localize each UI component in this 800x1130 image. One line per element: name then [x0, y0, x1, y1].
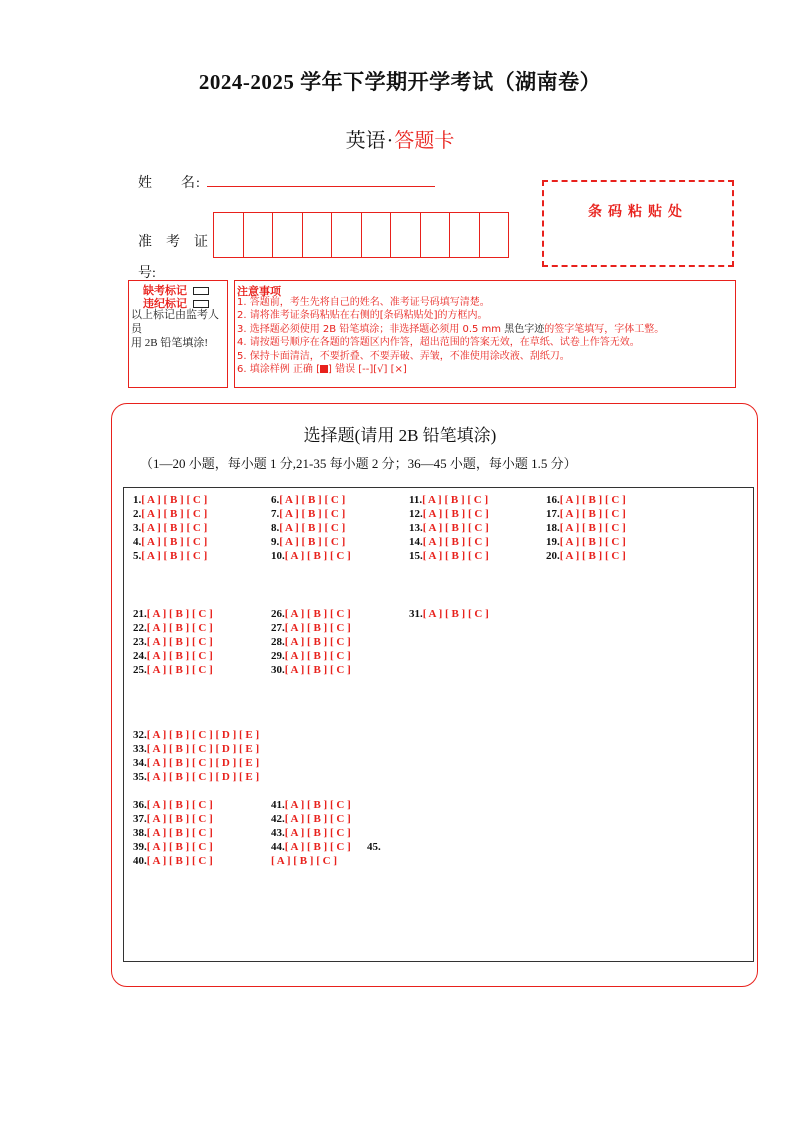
question-number: 8. [271, 522, 280, 534]
question-number: 20. [546, 550, 560, 562]
answer-options[interactable]: [ A ] [ B ] [ C ] [559, 536, 626, 548]
question-number: 23. [133, 636, 147, 648]
exam-id-label-a: 准 [138, 235, 152, 250]
question-row[interactable] [271, 521, 345, 535]
question-row[interactable] [133, 840, 213, 854]
answer-options[interactable]: [ A ] [ B ] [ C ] [146, 813, 213, 825]
question-number: 18. [546, 522, 560, 534]
question-row[interactable] [133, 770, 259, 784]
answer-options[interactable]: [ A ] [ B ] [ C ] [559, 508, 626, 520]
question-number: 21. [133, 608, 147, 620]
answer-options-45[interactable] [271, 854, 337, 868]
question-row[interactable] [409, 521, 489, 535]
notice-item-6b: ] 错误 [--][√] [×] [327, 364, 407, 376]
question-row[interactable] [133, 493, 207, 507]
answer-options[interactable]: [ A ] [ B ] [ C ] [141, 508, 208, 520]
answer-options[interactable]: [ A ] [ B ] [ C ] [422, 522, 489, 534]
question-number: 44. [271, 841, 285, 853]
name-label-b: 名: [181, 176, 201, 191]
question-row[interactable] [133, 756, 259, 770]
answer-options[interactable]: [ A ] [ B ] [ C ] [284, 664, 351, 676]
question-row[interactable] [546, 535, 626, 549]
question-number: 19. [546, 536, 560, 548]
exam-id-digit-box[interactable] [420, 212, 451, 258]
question-row[interactable] [133, 798, 213, 812]
section-note: （1—20 小题，每小题 1 分,21-35 每小题 2 分；36—45 小题，每小题 1.5 分） [140, 456, 577, 471]
question-row[interactable] [133, 549, 207, 563]
question-number: 2. [133, 508, 142, 520]
exam-id-digit-box[interactable] [302, 212, 333, 258]
question-row[interactable] [271, 840, 351, 854]
answer-options[interactable]: [ A ] [ B ] [ C ] [146, 608, 213, 620]
answer-options[interactable]: [ A ] [ B ] [ C ] [146, 827, 213, 839]
notice-box [234, 280, 736, 388]
question-row[interactable] [133, 535, 207, 549]
answer-options[interactable]: [ A ] [ B ] [ C ] [422, 550, 489, 562]
question-number: 32. [133, 729, 147, 741]
question-number: 36. [133, 799, 147, 811]
answer-options[interactable]: [ A ] [ B ] [ C ] [146, 650, 213, 662]
name-label-a: 姓 [138, 176, 153, 191]
exam-id-label-b: 考 [166, 235, 180, 250]
filled-sample-icon [320, 365, 328, 373]
answer-options[interactable]: [ A ] [ B ] [ C ] [ D ] [ E ] [146, 729, 260, 741]
question-number: 3. [133, 522, 142, 534]
answer-options[interactable]: [ A ] [ B ] [ C ] [146, 664, 213, 676]
notice-item: 5. 保持卡面清洁，不要折叠、不要弄破、弄皱，不准使用涂改液、刮纸刀。 [237, 350, 570, 362]
question-number: 30. [271, 664, 285, 676]
answer-options[interactable]: [ A ] [ B ] [ C ] [279, 522, 346, 534]
exam-id-digit-box[interactable] [361, 212, 392, 258]
answer-options[interactable]: [ A ] [ B ] [ C ] [146, 841, 213, 853]
answer-options[interactable]: [ A ] [ B ] [ C ] [284, 813, 351, 825]
exam-id-digit-box[interactable] [331, 212, 362, 258]
question-number: 28. [271, 636, 285, 648]
question-row[interactable] [133, 635, 213, 649]
notice-item: 1. 答题前，考生先将自己的姓名、准考证号码填写清楚。 [237, 297, 490, 308]
exam-id-digit-box[interactable] [243, 212, 274, 258]
question-row[interactable] [271, 663, 351, 677]
answer-options[interactable]: [ A ] [ B ] [ C ] [146, 799, 213, 811]
question-row[interactable] [271, 798, 351, 812]
answer-options[interactable]: [ A ] [ B ] [ C ] [284, 841, 351, 853]
page-title: 2024-2025 学年下学期开学考试（湖南卷） [198, 70, 602, 94]
question-row[interactable] [409, 607, 489, 621]
answer-options[interactable]: [ A ] [ B ] [ C ] [559, 550, 626, 562]
absent-mark-checkbox[interactable] [193, 287, 209, 295]
question-row[interactable] [133, 826, 213, 840]
question-row[interactable] [133, 854, 213, 868]
question-number: 40. [133, 855, 147, 867]
question-row[interactable] [271, 549, 351, 563]
question-row[interactable] [271, 812, 351, 826]
question-row[interactable] [409, 535, 489, 549]
question-row[interactable] [271, 826, 351, 840]
question-number: 26. [271, 608, 285, 620]
answer-options[interactable]: [ A ] [ B ] [ C ] [284, 550, 351, 562]
answer-options[interactable]: [ A ] [ B ] [ C ] [279, 508, 346, 520]
answer-options[interactable]: [ A ] [ B ] [ C ] [141, 494, 208, 506]
name-label [138, 172, 201, 192]
answer-options[interactable]: [ A ] [ B ] [ C ] [146, 855, 213, 867]
answer-options[interactable]: [ A ] [ B ] [ C ] [422, 536, 489, 548]
question-number: 27. [271, 622, 285, 634]
barcode-text: 条码粘贴处 [588, 204, 688, 220]
notice-item [237, 363, 664, 376]
question-number-45: 45. [367, 841, 381, 853]
answer-options[interactable]: [ A ] [ B ] [ C ] [279, 536, 346, 548]
question-number: 24. [133, 650, 147, 662]
question-number: 13. [409, 522, 423, 534]
notice-item: 2. 请将准考证条码粘贴在右侧的[条码粘贴处]的方框内。 [237, 310, 488, 322]
question-number: 34. [133, 757, 147, 769]
answer-options[interactable]: [ A ] [ B ] [ C ] [141, 536, 208, 548]
question-number: 42. [271, 813, 285, 825]
question-row[interactable] [133, 812, 213, 826]
answer-options[interactable]: [ A ] [ B ] [ C ] [146, 622, 213, 634]
question-row[interactable] [133, 649, 213, 663]
question-number: 12. [409, 508, 423, 520]
answer-options[interactable]: [ A ] [ B ] [ C ] [141, 522, 208, 534]
question-number: 1. [133, 494, 142, 506]
question-number: 31. [409, 608, 423, 620]
question-row[interactable] [409, 549, 489, 563]
notice-item-3a: 3. 选择题必须使用 2B 铅笔填涂；非选择题必须用 0.5 mm [237, 323, 502, 335]
question-number: 14. [409, 536, 423, 548]
answer-options[interactable]: [ A ] [ B ] [ C ] [284, 636, 351, 648]
violation-mark-label: 违纪标记 [143, 297, 187, 310]
subtitle-separator: · [386, 130, 394, 152]
question-row[interactable] [271, 649, 351, 663]
notice-title: 注意事项 [237, 285, 281, 298]
question-number: 6. [271, 494, 280, 506]
exam-id-label-c: 证 [194, 235, 208, 250]
name-field[interactable] [207, 186, 435, 187]
answer-options[interactable]: [ A ] [ B ] [ C ] [141, 550, 208, 562]
notice-item [237, 323, 664, 336]
question-row[interactable] [271, 535, 345, 549]
question-row[interactable] [271, 493, 345, 507]
question-number: 4. [133, 536, 142, 548]
marks-note [131, 308, 229, 350]
question-number: 17. [546, 508, 560, 520]
question-row[interactable] [133, 663, 213, 677]
answer-options[interactable]: [ A ] [ B ] [ C ] [284, 608, 351, 620]
exam-id-digit-box[interactable] [449, 212, 480, 258]
marks-note-line1: 以上标记由监考人员 [131, 309, 219, 335]
question-number: 38. [133, 827, 147, 839]
question-number: 5. [133, 550, 142, 562]
section-title: 选择题(请用 2B 铅笔填涂) [303, 426, 497, 445]
question-row[interactable] [409, 507, 489, 521]
question-number: 39. [133, 841, 147, 853]
answer-options[interactable]: [ A ] [ B ] [ C ] [279, 494, 346, 506]
violation-mark-checkbox[interactable] [193, 300, 209, 308]
answer-options[interactable]: [ A ] [ B ] [ C ] [422, 494, 489, 506]
question-row[interactable] [133, 621, 213, 635]
question-row[interactable] [546, 493, 626, 507]
question-row[interactable] [546, 549, 626, 563]
exam-id-digit-box[interactable] [390, 212, 421, 258]
answer-options[interactable]: [ A ] [ B ] [ C ] [422, 608, 489, 620]
answer-options[interactable]: [ A ] [ B ] [ C ] [ D ] [ E ] [146, 743, 260, 755]
answer-options[interactable]: [ A ] [ B ] [ C ] [ D ] [ E ] [146, 757, 260, 769]
question-row[interactable] [133, 607, 213, 621]
question-row[interactable] [271, 621, 351, 635]
question-row[interactable] [271, 507, 345, 521]
answer-options[interactable]: [ A ] [ B ] [ C ] [284, 622, 351, 634]
question-number: 22. [133, 622, 147, 634]
question-number: 37. [133, 813, 147, 825]
answer-options[interactable]: [ A ] [ B ] [ C ] [146, 636, 213, 648]
answer-options[interactable]: [ A ] [ B ] [ C ] [284, 650, 351, 662]
question-number: 9. [271, 536, 280, 548]
question-row[interactable] [133, 728, 259, 742]
notice-item-3c: 的签字笔填写，字体工整。 [544, 323, 665, 335]
question-row[interactable] [271, 635, 351, 649]
question-row[interactable] [133, 521, 207, 535]
answer-options[interactable]: [ A ] [ B ] [ C ] [284, 799, 351, 811]
card-subtitle [0, 124, 800, 153]
question-number: 16. [546, 494, 560, 506]
barcode-area [542, 180, 734, 267]
exam-id-label-d: 号: [138, 266, 156, 281]
exam-id-digit-box[interactable] [479, 212, 510, 258]
question-row[interactable] [271, 607, 351, 621]
answer-options[interactable]: [ A ] [ B ] [ C ] [271, 855, 337, 867]
question-row[interactable] [133, 742, 259, 756]
question-number: 35. [133, 771, 147, 783]
card-name: 答题卡 [394, 130, 455, 152]
notice-list [237, 296, 664, 376]
answer-options[interactable]: [ A ] [ B ] [ C ] [559, 522, 626, 534]
question-row[interactable] [546, 521, 626, 535]
question-number: 33. [133, 743, 147, 755]
question-number: 11. [409, 494, 423, 506]
absent-mark-label: 缺考标记 [143, 284, 187, 297]
answer-options[interactable]: [ A ] [ B ] [ C ] [422, 508, 489, 520]
notice-item: 4. 请按题号顺序在各题的答题区内作答，超出范围的答案无效，在草纸、试卷上作答无效。 [237, 337, 640, 349]
notice-item-3b: 黑色字迹 [504, 323, 545, 335]
question-number: 43. [271, 827, 285, 839]
question-row[interactable] [409, 493, 488, 507]
question-number: 25. [133, 664, 147, 676]
answer-options[interactable]: [ A ] [ B ] [ C ] [284, 827, 351, 839]
exam-id-label [138, 231, 208, 251]
notice-item-6a: 6. 填涂样例 正确 [ [237, 364, 320, 376]
question-row[interactable] [546, 507, 626, 521]
exam-id-digit-box[interactable] [272, 212, 303, 258]
answer-options[interactable]: [ A ] [ B ] [ C ] [559, 494, 626, 506]
marks-box [128, 280, 228, 388]
question-number: 15. [409, 550, 423, 562]
question-number: 41. [271, 799, 285, 811]
question-number: 10. [271, 550, 285, 562]
exam-id-digit-box[interactable] [213, 212, 244, 258]
answer-options[interactable]: [ A ] [ B ] [ C ] [ D ] [ E ] [146, 771, 260, 783]
question-number: 7. [271, 508, 280, 520]
question-number: 29. [271, 650, 285, 662]
question-row[interactable] [133, 507, 207, 521]
exam-id-boxes [213, 212, 508, 258]
subject-name: 英语 [345, 130, 386, 152]
marks-note-line2: 用 2B 铅笔填涂! [131, 337, 208, 349]
